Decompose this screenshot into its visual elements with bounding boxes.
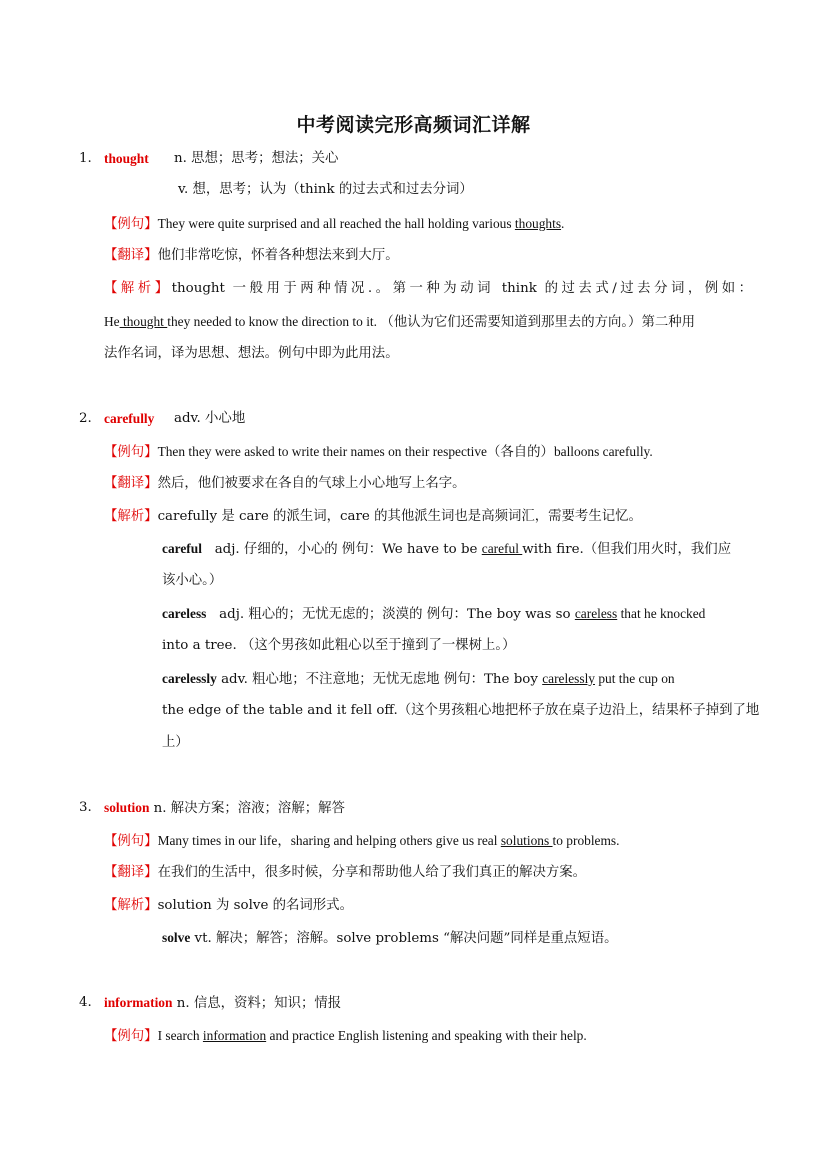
example-text-end: and practice English listening and speaking with their help. (266, 1028, 587, 1043)
example-tag: 【例句】 (104, 1029, 158, 1044)
analysis-tag: 【解析】 (104, 509, 158, 524)
translation-tag: 【翻译】 (104, 476, 158, 491)
entry-headword-line (104, 994, 341, 1013)
example-tag: 【例句】 (104, 217, 158, 232)
derivative-carelessly (162, 670, 675, 689)
entry-headword-line (104, 150, 149, 169)
derivative-definition: adj. 粗心的；无忧无虑的；淡漠的 例句：The boy was so (219, 607, 575, 622)
entry-number: 4. (79, 995, 92, 1010)
translation-text: 他们非常吃惊，怀着各种想法来到大厅。 (157, 248, 399, 263)
derivative-word: solve (162, 930, 191, 945)
example-tag: 【例句】 (104, 445, 158, 460)
noun-definition: n. 思想；思考；想法；关心 (174, 151, 339, 166)
analysis-line-1 (104, 280, 752, 298)
analysis-line-3: 法作名词，译为思想、想法。例句中即为此用法。 (104, 346, 399, 361)
underlined-word: carelessly (542, 671, 595, 686)
entry-headword-line (104, 799, 345, 818)
verb-definition: v. 想，思考；认为（think 的过去式和过去分词） (178, 182, 473, 197)
example-text: Many times in our life，sharing and helping others give us real (157, 833, 501, 848)
derivative-carelessly-line-3: 上） (162, 735, 189, 750)
example-text-end: . (561, 216, 565, 231)
translation-tag: 【翻译】 (104, 248, 158, 263)
headword: solution (104, 800, 150, 815)
example-text: Then they were asked to write their names on their respective（各自的）balloons carefully. (157, 444, 653, 459)
analysis (104, 897, 353, 915)
analysis (104, 508, 642, 526)
entry-headword-line (104, 410, 154, 429)
adverb-definition: adv. 小心地 (174, 411, 246, 426)
analysis-text: He (104, 314, 120, 329)
derivative-careless-line-2: into a tree. （这个男孩如此粗心以至于撞到了一棵树上。） (162, 638, 516, 653)
derivative-carelessly-line-2: the edge of the table and it fell off.（这个男孩粗心地把杯子放在桌子边沿上，结果杯子掉到了地 (162, 703, 760, 718)
entry-number: 3. (79, 800, 92, 815)
derivative-careless (162, 605, 705, 624)
derivative-example-end: with fire.（但我们用火时，我们应 (522, 542, 732, 557)
analysis-tag: 【解析】 (104, 898, 158, 913)
entry-number: 1. (79, 151, 92, 166)
derivative-definition: vt. 解决；解答；溶解。solve problems “解决问题”同样是重点短语。 (190, 931, 618, 946)
headword: information (104, 995, 173, 1010)
derivative-word: careful (162, 541, 202, 556)
page-title: 中考阅读完形高频词汇详解 (296, 114, 531, 136)
analysis-text: thought 一般用于两种情况.。第一种为动词 think 的过去式/过去分词，例如： (171, 281, 752, 296)
derivative-definition: adj. 仔细的，小心的 例句：We have to be (214, 542, 482, 557)
example-text: They were quite surprised and all reached the hall holding various (157, 216, 515, 231)
translation (104, 864, 586, 882)
underlined-word: thoughts (514, 216, 562, 231)
headword: carefully (104, 411, 155, 426)
entry-number: 2. (79, 411, 92, 426)
analysis-tag: 【解析】 (104, 281, 172, 296)
example-sentence (104, 215, 564, 234)
derivative-definition: adv. 粗心地；不注意地；无忧无虑地 例句：The boy (221, 672, 543, 687)
translation-text: 在我们的生活中，很多时候，分享和帮助他人给了我们真正的解决方案。 (157, 865, 587, 880)
derivative-careful-line-2: 该小心。） (162, 573, 223, 588)
translation (104, 475, 466, 493)
analysis-text: solution 为 solve 的名词形式。 (157, 898, 353, 913)
underlined-word: careless (574, 606, 618, 621)
translation (104, 247, 399, 265)
translation-text: 然后，他们被要求在各自的气球上小心地写上名字。 (157, 476, 466, 491)
derivative-solve (162, 929, 617, 948)
example-text-end: to problems. (552, 833, 620, 848)
analysis-line-2 (104, 313, 695, 332)
derivative-example-end: put the cup on (595, 671, 675, 686)
example-sentence (104, 1027, 587, 1046)
example-sentence (104, 443, 653, 462)
analysis-text: carefully 是 care 的派生词，care 的其他派生词也是高频词汇，需要考生记忆。 (157, 509, 642, 524)
derivative-example-end: that he knocked (617, 606, 706, 621)
underlined-word: careful (481, 541, 523, 556)
derivative-word: carelessly (162, 671, 217, 686)
noun-definition: n. 信息，资料；知识；情报 (172, 996, 342, 1011)
derivative-word: careless (162, 606, 207, 621)
noun-definition: n. 解决方案；溶液；溶解；解答 (149, 801, 345, 816)
derivative-careful (162, 540, 731, 559)
example-sentence (104, 832, 619, 851)
underlined-word: solutions (500, 833, 553, 848)
translation-tag: 【翻译】 (104, 865, 158, 880)
example-tag: 【例句】 (104, 834, 158, 849)
underlined-word: thought (119, 314, 168, 329)
analysis-text: they needed to know the direction to it. （他认为它们还需要知道到那里去的方向。）第二种用 (167, 314, 696, 329)
underlined-word: information (202, 1028, 267, 1043)
headword: thought (104, 151, 149, 166)
example-text: I search (157, 1028, 203, 1043)
